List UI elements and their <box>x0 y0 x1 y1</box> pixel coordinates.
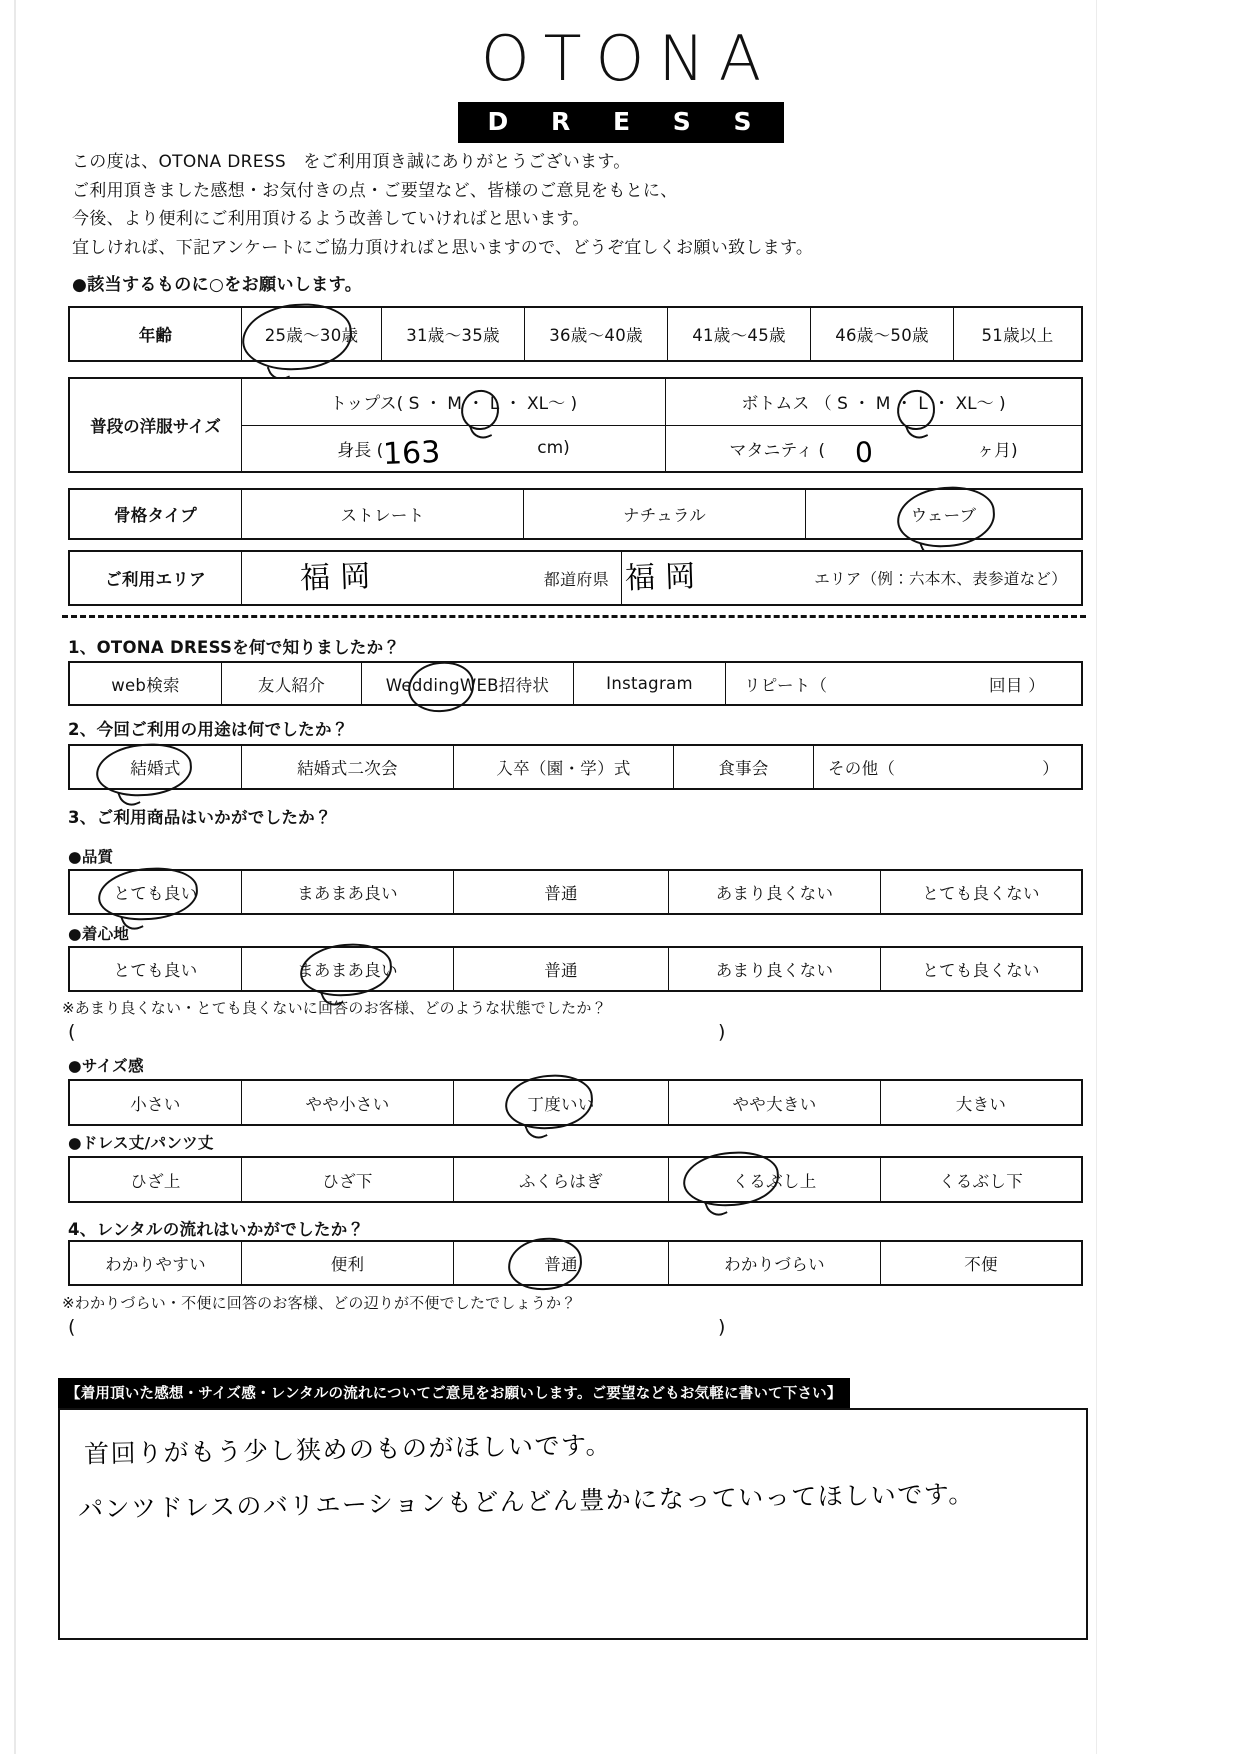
age-option-0[interactable]: 25歳〜30歳 <box>242 308 382 360</box>
q4-title: 4、レンタルの流れはいかがでしたか？ <box>68 1220 365 1239</box>
comfort-note: ※あまり良くない・とても良くないに回答のお客様、どのような状態でしたか？ <box>62 999 607 1017</box>
q2-option-3[interactable]: 食事会 <box>674 746 814 788</box>
intro-line-2: ご利用頂きました感想・お気付きの点・ご要望など、皆様のご意見をもとに、 <box>72 180 678 201</box>
quality-option-0[interactable]: とても良い <box>70 871 242 913</box>
q2-title: 2、今回ご利用の用途は何でしたか？ <box>68 720 349 739</box>
logo-otona-text: OTONA <box>480 22 776 95</box>
q3-size-bullet: ●サイズ感 <box>68 1057 144 1075</box>
q4-option-2[interactable]: 普通 <box>454 1242 669 1284</box>
prefecture-value-handwritten: 福岡 <box>299 558 381 597</box>
q2-option-0[interactable]: 結婚式 <box>70 746 242 788</box>
instruction-lead: ●該当するものに○をお願いします。 <box>72 275 363 295</box>
size-option-3[interactable]: やや大きい <box>669 1081 881 1124</box>
q2-other-suffix: ） <box>1042 759 1059 778</box>
area-label: ご利用エリア <box>70 552 242 604</box>
height-label: 身長 ( <box>337 440 384 461</box>
q4-note: ※わかりづらい・不便に回答のお客様、どの辺りが不便でしたでしょうか？ <box>62 1294 577 1312</box>
comfort-option-1[interactable]: まあまあ良い <box>242 948 454 990</box>
comfort-option-2[interactable]: 普通 <box>454 948 669 990</box>
height-unit: cm) <box>537 438 570 459</box>
q4-option-4[interactable]: 不便 <box>964 1255 998 1274</box>
height-cell[interactable] <box>242 426 666 472</box>
q2-option-1[interactable]: 結婚式二次会 <box>242 746 454 788</box>
q1-title: 1、OTONA DRESSを何で知りましたか？ <box>68 638 401 657</box>
brand-logo <box>0 22 1242 143</box>
q2-option-other[interactable] <box>814 746 1081 788</box>
size-option-4[interactable]: 大きい <box>955 1094 1007 1114</box>
q3-comfort-bullet: ●着心地 <box>68 925 130 943</box>
q3-length-bullet: ●ドレス丈/パンツ丈 <box>68 1134 214 1152</box>
logo-dress-text: D R E S S <box>458 102 785 143</box>
comment-line-1: 首回りがもう少し狭めのものがほしいです。 <box>83 1430 613 1469</box>
section-divider <box>62 615 1086 618</box>
maternity-unit: ヶ月) <box>977 440 1018 461</box>
age-table <box>68 306 1083 362</box>
q1-repeat-label: リピート（ <box>744 675 828 695</box>
q4-answer-open-paren: ( <box>68 1316 76 1338</box>
q3-quality-table <box>68 869 1083 915</box>
comment-line-2: パンツドレスのバリエーションもどんどん豊かになっていってほしいです。 <box>77 1479 975 1524</box>
comfort-option-3[interactable]: あまり良くない <box>669 948 881 990</box>
age-option-4[interactable]: 46歳〜50歳 <box>811 308 954 360</box>
intro-line-1: この度は、OTONA DRESS をご利用頂き誠にありがとうございます。 <box>72 152 631 172</box>
length-option-3[interactable]: くるぶし上 <box>669 1158 881 1201</box>
length-option-2[interactable]: ふくらはぎ <box>454 1158 669 1201</box>
intro-paragraph <box>72 152 1072 267</box>
quality-option-3[interactable]: あまり良くない <box>669 871 881 913</box>
q2-other-label: その他（ <box>828 759 896 778</box>
q3-comfort-table <box>68 946 1083 992</box>
area-caption: エリア（例：六本木、表参道など） <box>814 570 1067 588</box>
length-option-0[interactable]: ひざ上 <box>70 1158 242 1201</box>
body-type-label: 骨格タイプ <box>70 490 242 538</box>
q1-option-0[interactable]: web検索 <box>70 663 222 704</box>
q4-option-0[interactable]: わかりやすい <box>70 1242 242 1284</box>
q1-option-2[interactable]: WeddingWEB招待状 <box>362 663 574 704</box>
intro-line-4: 宜しければ、下記アンケートにご協力頂ければと思いますので、どうぞ宜しくお願い致します。 <box>72 238 814 259</box>
q1-option-3[interactable]: Instagram <box>574 663 726 704</box>
q1-option-repeat[interactable] <box>726 663 1081 704</box>
q3-size-table <box>68 1079 1083 1126</box>
quality-option-1[interactable]: まあまあ良い <box>242 871 454 913</box>
clothing-size-table <box>68 377 1083 473</box>
maternity-cell[interactable] <box>666 426 1081 472</box>
size-option-1[interactable]: やや小さい <box>242 1081 454 1124</box>
length-option-4[interactable]: くるぶし下 <box>939 1171 1023 1191</box>
q1-option-1[interactable]: 友人紹介 <box>222 663 362 704</box>
size-option-0[interactable]: 小さい <box>70 1081 242 1124</box>
comfort-answer-close-paren: ) <box>718 1021 726 1043</box>
q4-answer-close-paren: ) <box>718 1316 726 1338</box>
quality-option-4[interactable]: とても良くない <box>922 884 1040 903</box>
body-type-option-0[interactable]: ストレート <box>242 490 524 538</box>
q2-table <box>68 744 1083 790</box>
scan-artifact <box>1096 0 1097 1754</box>
comment-section-header: 【着用頂いた感想・サイズ感・レンタルの流れについてご意見をお願いします。ご要望などもお気軽に書いて下さい】 <box>58 1378 850 1408</box>
bottoms-size-cell[interactable]: ボトムス （ S ・ M ・ L ・ XL〜 ) <box>741 394 1006 415</box>
height-value-handwritten: 163 <box>382 435 441 472</box>
length-option-1[interactable]: ひざ下 <box>242 1158 454 1201</box>
size-option-2[interactable]: 丁度いい <box>454 1081 669 1124</box>
comfort-option-4[interactable]: とても良くない <box>922 961 1040 980</box>
q3-quality-bullet: ●品質 <box>68 848 114 866</box>
q4-option-3[interactable]: わかりづらい <box>669 1242 881 1284</box>
comfort-answer-open-paren: ( <box>68 1021 76 1043</box>
age-option-3[interactable]: 41歳〜45歳 <box>668 308 811 360</box>
q4-option-1[interactable]: 便利 <box>242 1242 454 1284</box>
q3-title: 3、ご利用商品はいかがでしたか？ <box>68 808 332 827</box>
maternity-value-handwritten: 0 <box>854 435 874 470</box>
prefecture-caption: 都道府県 <box>543 569 609 589</box>
body-type-table <box>68 488 1083 540</box>
area-table <box>68 550 1083 606</box>
q4-table <box>68 1240 1083 1286</box>
clothing-size-label: 普段の洋服サイズ <box>70 379 242 471</box>
body-type-option-1[interactable]: ナチュラル <box>524 490 806 538</box>
scan-artifact <box>14 0 16 1754</box>
age-option-1[interactable]: 31歳〜35歳 <box>382 308 525 360</box>
tops-size-cell[interactable]: トップス( S ・ M ・ L ・ XL〜 ) <box>242 379 666 425</box>
q1-table <box>68 661 1083 706</box>
comfort-option-0[interactable]: とても良い <box>70 948 242 990</box>
q2-option-2[interactable]: 入卒（園・学）式 <box>454 746 674 788</box>
age-row-label: 年齢 <box>70 308 242 360</box>
area-value-handwritten: 福岡 <box>624 558 706 597</box>
quality-option-2[interactable]: 普通 <box>454 871 669 913</box>
maternity-label: マタニティ ( <box>729 440 826 461</box>
body-type-option-2[interactable]: ウェーブ <box>910 506 977 525</box>
q1-repeat-suffix: 回目 ） <box>989 675 1045 695</box>
age-option-2[interactable]: 36歳〜40歳 <box>525 308 668 360</box>
age-option-5[interactable]: 51歳以上 <box>981 326 1054 345</box>
intro-line-3: 今後、より便利にご利用頂けるよう改善していければと思います。 <box>72 209 590 230</box>
q3-length-table <box>68 1156 1083 1203</box>
